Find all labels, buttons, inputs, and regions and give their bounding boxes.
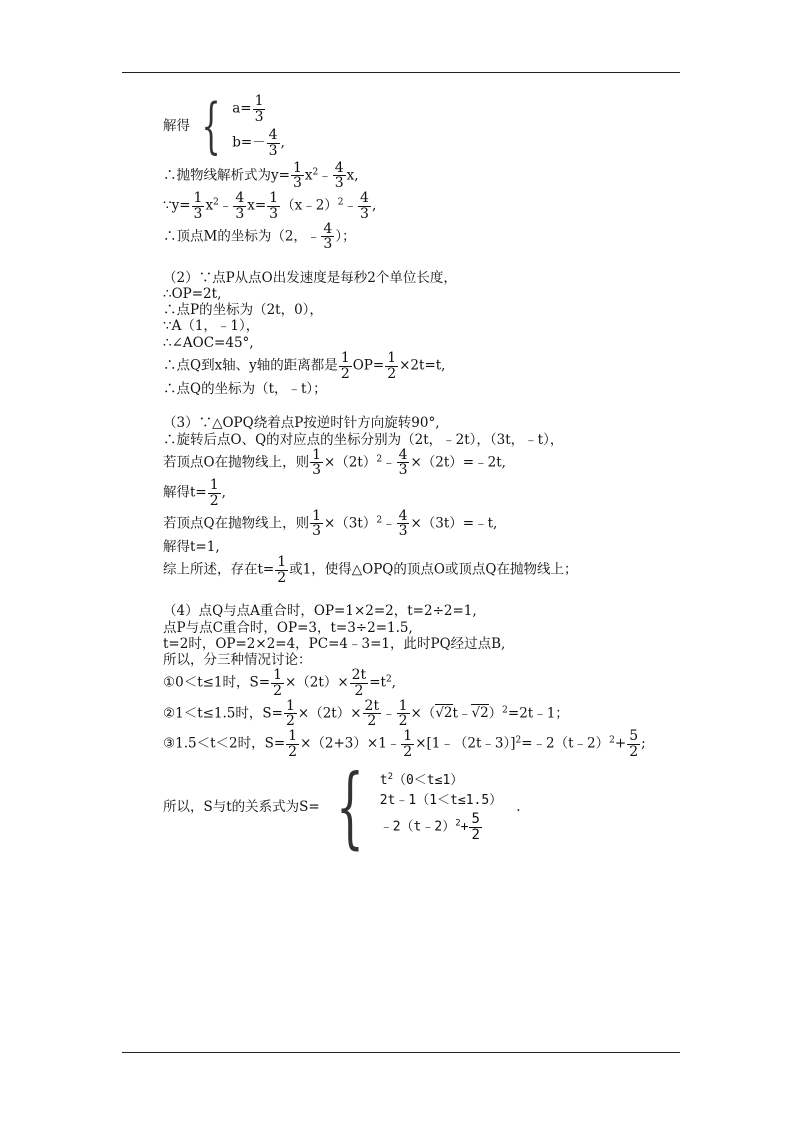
part4-line: t=2时，OP=2×2=4，PC=4﹣3=1，此时PQ经过点B,: [163, 635, 506, 652]
part2-line: ∴OP=2t,: [163, 286, 222, 303]
part2-line: ∴点Q到x轴、y轴的距离都是 $\frac{1}{2}$ OP= $\frac{1}{2}$ ×2t=t,: [163, 349, 446, 382]
sqrt-icon: √ 2: [435, 704, 452, 721]
left-brace-icon: {: [201, 91, 221, 162]
piece-2: 2t﹣1（1＜t≤1.5）: [379, 792, 503, 808]
part3-line: 若顶点Q在抛物线上，则 $\frac{1}{3}$ $\times(3t)^2﹣$ $\frac{4}{3}$ ×（3t）=﹣t,: [163, 507, 498, 540]
piece-3: ﹣2（t﹣2）$^2$+ $\frac{5}{2}$: [379, 811, 480, 843]
fraction: $\frac{4}{3}$: [268, 127, 278, 160]
part3-line: 解得t= $\frac{1}{2}$ ,: [163, 477, 226, 509]
part3-line: ∴旋转后点O、Q的对应点的坐标分别为（2t，﹣2t），（3t，﹣t），: [163, 431, 564, 448]
bottom-rule: [122, 1052, 680, 1053]
solved-label: 解得: [163, 118, 190, 135]
part3-line: 综上所述，存在t= $\frac{1}{2}$ 或1，使得△OPQ的顶点O或顶点Q在抛物线上；: [163, 554, 578, 586]
parabola-equation-line: ∴抛物线解析式为y= $\frac{1}{3}$ $x^2﹣$ $\frac{4}{3}$ x,: [163, 159, 359, 192]
solution-system: [163, 92, 673, 161]
b-equation: b=－ $\frac{4}{3}$ ,: [232, 127, 285, 160]
top-rule: [122, 72, 680, 73]
vertex-form-line: ∵y= $\frac{1}{3}$ $x^2﹣$ $\frac{4}{3}$ x= $\frac{1}{3}$ （x﹣2）$^2$﹣ $\frac{4}{3}$ ,: [163, 190, 377, 222]
left-brace-icon: {: [335, 755, 364, 859]
case2-line: ②1＜t≤1.5时，S= $\frac{1}{2}$ ×（2t）× $\frac{2t}{2}$ ﹣ $\frac{1}{2}$ ×（√ 2t﹣√ 2）$^2$=2t﹣1；: [163, 699, 673, 729]
part4-line: （4）点Q与点A重合时，OP=1×2=2，t=2÷2=1,: [163, 603, 477, 620]
piece-1: $t^2(0<t\le 1)$: [379, 772, 464, 789]
part2-line: ∴点Q的坐标为（t，﹣t）；: [163, 381, 327, 398]
part2-line: ∵A（1，﹣1），: [163, 318, 260, 335]
fraction: $\frac{1}{3}$: [254, 93, 264, 125]
case1-line: ①0＜t≤1时，S= $\frac{1}{2}$ ×（2t）× $\frac{2t}{2}$ $=t^2$,: [163, 667, 396, 699]
part2-line: ∴点P的坐标为（2t，0），: [163, 302, 323, 319]
a-equation: a= $\frac{1}{3}$: [232, 93, 264, 125]
final-label: 所以，S与t的关系式为S=: [163, 799, 320, 816]
part3-line: 若顶点O在抛物线上，则 $\frac{1}{3}$ $\times(2t)^2﹣$ $\frac{4}{3}$ ×（2t）=﹣2t,: [163, 446, 506, 479]
piecewise-function: 所以，S与t的关系式为S= { $t^2(0<t\le 1)$ 2t﹣1（1＜t≤1.5） ﹣2（t﹣2）$^2$+ $\frac{5}{2}$ .: [163, 755, 521, 859]
part4-line: 所以，分三种情况讨论：: [163, 652, 312, 668]
vertex-coordinate-line: ∴顶点M的坐标为（2，﹣ $\frac{4}{3}$ ）；: [163, 220, 356, 253]
sqrt-icon: √ 2: [471, 704, 488, 721]
solution-body: [163, 91, 673, 859]
part2-line: ∴∠AOC=45°,: [163, 334, 254, 351]
case3-line: ③1.5＜t＜2时，S= $\frac{1}{2}$ ×（2+3）×1﹣ $\frac{1}{2}$ ×[1﹣（2t﹣3）]$^2$=﹣2（t﹣2）$^2$+ $\frac{5}{2}$ ;: [163, 727, 646, 760]
piecewise-cases: [380, 770, 502, 845]
part2-line: （2）∵点P从点O出发速度是每秒2个单位长度，: [163, 269, 457, 286]
equation-system: [232, 92, 285, 161]
part3-line: （3）∵△OPQ绕着点P按逆时针方向旋转90°,: [163, 415, 440, 432]
part3-line: 解得t=1,: [163, 538, 220, 555]
part4-line: 点P与点C重合时，OP=3，t=3÷2=1.5,: [163, 619, 413, 636]
